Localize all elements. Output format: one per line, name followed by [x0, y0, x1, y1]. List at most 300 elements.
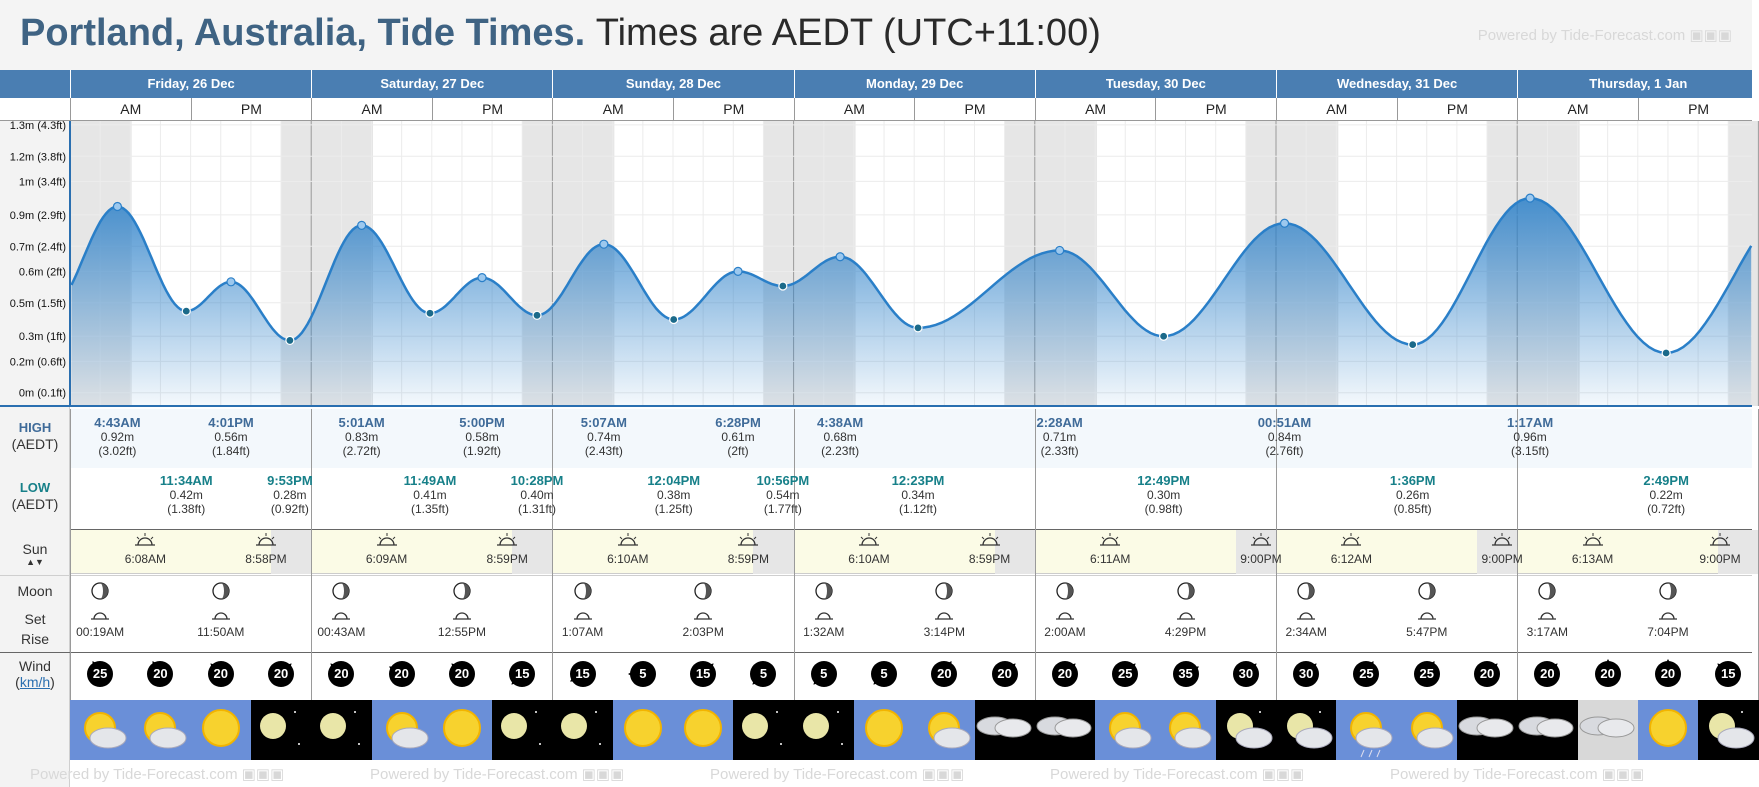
rise-label-text: Rise: [20, 631, 49, 647]
sunset-icon: [1688, 533, 1752, 549]
clear-night-icon: [251, 700, 312, 760]
low-tide-point: [182, 307, 190, 315]
location-title: Portland, Australia, Tide Times.: [20, 12, 586, 54]
sunset-icon: [475, 533, 539, 549]
wind-badge[interactable]: [1233, 661, 1259, 687]
day-header: Friday, 26 Dec: [70, 70, 311, 98]
day-header: Monday, 29 Dec: [794, 70, 1035, 98]
y-tick-label: 0.3m (1ft): [18, 331, 66, 344]
high-tide-point: [1526, 194, 1534, 202]
moonset-time: 3:17AM: [1526, 625, 1569, 639]
sunrise-time: 6:11AM: [1089, 552, 1131, 566]
high-tz-text: (AEDT): [11, 436, 59, 452]
low-tide-entry: [390, 474, 470, 516]
high-tide-entry-line: 4:43AM: [94, 415, 141, 430]
moonrise-entry: [912, 581, 976, 639]
moonrise-entry: [1395, 581, 1459, 639]
ampm-label: AM: [1517, 98, 1638, 121]
wind-speed: 20: [1600, 666, 1615, 681]
moonrise-entry: [1154, 581, 1218, 639]
high-tide-entry-line: (2.76ft): [1265, 444, 1304, 458]
sunrise-entry: [1078, 533, 1142, 566]
clear-night-icon: [311, 700, 372, 760]
wind-speed: 20: [454, 666, 470, 681]
high-tide-entry-line: (2.23ft): [821, 444, 860, 458]
sunset-time: 8:59PM: [727, 552, 770, 566]
high-tide-point: [836, 253, 844, 261]
low-label-text: LOW: [19, 480, 51, 495]
high-tide-entry-line: 5:01AM: [338, 415, 385, 430]
wind-speed: 20: [1479, 666, 1495, 681]
high-tide-point: [600, 240, 608, 248]
cloudy-icon: [1035, 700, 1096, 760]
sunset-icon: [234, 533, 298, 549]
sunset-entry: [234, 533, 298, 566]
wind-speed: 20: [1057, 666, 1073, 681]
ampm-label: PM: [1638, 98, 1759, 121]
low-tide-entry-line: 12:49PM: [1137, 473, 1191, 488]
moonrise-time: 4:29PM: [1164, 625, 1207, 639]
clear-night-icon: [733, 700, 794, 760]
partly-cloudy-day-icon: [372, 700, 433, 760]
high-tide-entry-line: 0.74m: [587, 430, 621, 444]
cloudy-icon: [975, 700, 1036, 760]
moonset-icon: [1274, 609, 1338, 623]
high-tide-entry-line: 0.96m: [1513, 430, 1547, 444]
clear-night-icon: [492, 700, 553, 760]
cloudy-icon: [1457, 700, 1518, 760]
low-tide-entry-line: 0.41m: [413, 488, 447, 502]
wind-speed: 25: [92, 666, 108, 681]
wind-speed: 5: [759, 666, 768, 681]
low-tide-entry-line: 0.28m: [273, 488, 307, 502]
day-header: Wednesday, 31 Dec: [1276, 70, 1517, 98]
day-header: Tuesday, 30 Dec: [1035, 70, 1276, 98]
moonset-icon: [551, 609, 615, 623]
powered-by-watermark: Powered by Tide-Forecast.com ▣▣▣: [1390, 766, 1645, 783]
wind-speed: 20: [1660, 666, 1676, 681]
wind-speed: 5: [639, 666, 647, 681]
moon-label: [0, 583, 70, 647]
low-tz-text: (AEDT): [11, 496, 59, 512]
moonrise-icon: [671, 609, 735, 623]
low-tide-entry-line: 2:49PM: [1643, 473, 1689, 488]
low-tide-point: [1662, 349, 1670, 357]
low-tide-point: [286, 336, 294, 344]
ampm-label: AM: [311, 98, 432, 121]
moonrise-icon: [1395, 609, 1459, 623]
sun-label[interactable]: [0, 541, 70, 567]
partly-cloudy-day-icon: [1095, 700, 1156, 760]
high-tide-entry-line: (1.84ft): [211, 444, 250, 458]
wind-badge[interactable]: [750, 661, 776, 687]
low-tide-entry-line: (0.92ft): [270, 502, 309, 516]
moonrise-icon: [1636, 609, 1700, 623]
low-tide-entry-line: (0.85ft): [1393, 502, 1432, 516]
sunset-entry: [716, 533, 780, 566]
moon-phase-icon: [912, 581, 976, 603]
low-tide-entry-line: (1.35ft): [410, 502, 449, 516]
wind-badge[interactable]: [449, 661, 475, 687]
sunset-entry: [1229, 533, 1293, 566]
wind-badge[interactable]: [1173, 661, 1199, 687]
moon-phase-icon: [189, 581, 253, 603]
wind-badge[interactable]: [389, 661, 415, 687]
high-tide-entry-line: (1.92ft): [463, 444, 502, 458]
ampm-label: AM: [1276, 98, 1397, 121]
wind-badge[interactable]: [570, 661, 596, 687]
wind-speed: 25: [1419, 666, 1434, 681]
powered-by-watermark: Powered by Tide-Forecast.com ▣▣▣: [370, 766, 625, 783]
day-divider: [552, 409, 553, 700]
wind-badge[interactable]: [1715, 661, 1741, 687]
low-tide-entry-line: 9:53PM: [267, 473, 313, 488]
low-tide-point: [1160, 332, 1168, 340]
wind-badge[interactable]: [87, 661, 113, 687]
moonset-entry: [1274, 581, 1338, 639]
powered-by-watermark: Powered by Tide-Forecast.com ▣▣▣: [710, 766, 965, 783]
moonset-entry: [68, 581, 132, 639]
high-tide-entry-line: (2ft): [727, 444, 749, 458]
wind-badge[interactable]: [871, 661, 897, 687]
day-header: Saturday, 27 Dec: [311, 70, 552, 98]
sunrise-icon: [837, 533, 901, 549]
sunrise-time: 6:10AM: [607, 552, 649, 566]
moonset-entry: [1033, 581, 1097, 639]
y-tick-label: 1.3m (4.3ft): [9, 119, 66, 132]
ampm-label: PM: [673, 98, 794, 121]
low-tide-entry-line: 11:34AM: [159, 473, 213, 488]
low-tide-entry: [1373, 474, 1453, 516]
high-tide-entry: [800, 416, 880, 458]
moon-phase-icon: [1154, 581, 1218, 603]
partly-cloudy-night-icon: [1698, 700, 1759, 760]
high-tide-entry: [564, 416, 644, 458]
partly-cloudy-day-icon: [130, 700, 191, 760]
wind-label-text: Wind: [19, 658, 51, 674]
high-tide-entry-line: 6:28PM: [715, 415, 761, 430]
low-tide-point: [533, 311, 541, 319]
moonset-entry: [1515, 581, 1579, 639]
low-tide-entry-line: (0.98ft): [1144, 502, 1183, 516]
high-tide-entry-line: 1:17AM: [1506, 415, 1554, 430]
powered-by-top[interactable]: Powered by Tide-Forecast.com ▣▣▣: [1477, 27, 1732, 44]
partly-cloudy-day-icon: [1155, 700, 1216, 760]
wind-speed: 20: [153, 666, 168, 681]
high-tide-entry: [191, 416, 271, 458]
wind-badge[interactable]: [1112, 661, 1138, 687]
moonset-time: 2:00AM: [1044, 625, 1086, 639]
wind-speed: 30: [1298, 666, 1314, 681]
ampm-label: PM: [1155, 98, 1276, 121]
low-tide-entry-line: 0.30m: [1146, 488, 1181, 502]
wind-speed: 20: [334, 666, 349, 681]
wind-badge[interactable]: [328, 661, 354, 687]
wind-badge[interactable]: [1655, 661, 1681, 687]
low-tide-entry-line: 0.22m: [1649, 488, 1683, 502]
wind-badge[interactable]: [208, 661, 234, 687]
day-divider: [794, 409, 795, 700]
sunny-icon: [673, 700, 734, 760]
low-tide-entry: [250, 474, 330, 516]
moon-phase-icon: [1033, 581, 1097, 603]
wind-badge[interactable]: [1414, 661, 1440, 687]
sunrise-time: 6:12AM: [1330, 552, 1373, 566]
moonset-entry: [792, 581, 856, 639]
wind-label: Wind (km/h): [0, 658, 70, 690]
wind-row-bg: [0, 575, 1752, 576]
wind-badge[interactable]: [630, 661, 656, 687]
wind-badge[interactable]: [1052, 661, 1078, 687]
ampm-label: AM: [794, 98, 915, 121]
high-tide-entry-line: 0.92m: [100, 430, 135, 444]
high-tide-entry: [77, 416, 157, 458]
wind-badge[interactable]: [931, 661, 957, 687]
wind-badge[interactable]: [992, 661, 1018, 687]
moon-label-text: Moon: [17, 583, 53, 599]
wind-badge[interactable]: [1534, 661, 1560, 687]
low-tide-entry-line: (1.77ft): [763, 502, 802, 516]
low-tide-entry-line: 0.26m: [1395, 488, 1430, 502]
low-tide-entry: [146, 474, 226, 516]
sunny-icon: [1638, 700, 1699, 760]
wind-speed: 20: [937, 666, 952, 681]
sunrise-time: 6:13AM: [1571, 552, 1614, 566]
sunset-entry: [1470, 533, 1534, 566]
moonrise-entry: [671, 581, 735, 639]
y-tick-label: 0.6m (2ft): [18, 266, 66, 279]
powered-by-text: Powered by Tide-Forecast.com: [1477, 27, 1686, 44]
wind-speed: 20: [394, 666, 409, 681]
sunrise-icon: [596, 533, 660, 549]
wind-speed: 20: [213, 666, 228, 681]
low-tide-entry: [634, 474, 714, 516]
wind-speed: 25: [1359, 666, 1374, 681]
sunset-icon: [1229, 533, 1293, 549]
ampm-row: [0, 98, 1752, 121]
set-label-text: Set: [24, 611, 46, 627]
high-label-text: HIGH: [18, 420, 52, 435]
high-tide-point: [734, 267, 742, 275]
high-tide-entry: [442, 416, 522, 458]
high-tide-point: [227, 278, 235, 286]
wind-speed: 25: [1118, 666, 1133, 681]
sunrise-time: 6:08AM: [124, 552, 167, 566]
moonrise-time: 3:14PM: [923, 625, 966, 639]
moonset-icon: [1033, 609, 1097, 623]
wind-badge[interactable]: [268, 661, 294, 687]
sunrise-entry: [1561, 533, 1625, 566]
sun-label-text: Sun: [22, 541, 48, 557]
high-tide-entry-line: 5:07AM: [580, 415, 627, 430]
rain-icon: [1336, 700, 1397, 760]
wind-unit-link[interactable]: km/h: [19, 674, 51, 690]
clear-night-icon: [794, 700, 855, 760]
sunrise-entry: [837, 533, 901, 566]
moon-phase-icon: [1515, 581, 1579, 603]
moonset-icon: [792, 609, 856, 623]
high-tide-entry-line: (2.72ft): [342, 444, 381, 458]
low-tide-entry-line: (1.38ft): [167, 502, 206, 516]
moonset-icon: [1515, 609, 1579, 623]
sunrise-entry: [596, 533, 660, 566]
high-tide-entry-line: (2.43ft): [584, 444, 623, 458]
moonset-time: 00:19AM: [76, 625, 125, 639]
moonrise-time: 12:55PM: [437, 625, 486, 639]
high-tide-entry-line: (3.02ft): [98, 444, 137, 458]
wind-speed: 35: [1178, 666, 1193, 681]
moonrise-entry: [430, 581, 494, 639]
moonrise-entry: [189, 581, 253, 639]
partly-cloudy-night-icon: [1276, 700, 1337, 760]
low-tide-entry-line: 12:04PM: [647, 473, 701, 488]
sort-arrows-icon: ▲▼: [26, 557, 44, 567]
low-tide-point: [779, 282, 787, 290]
partly-cloudy-day-icon: [1397, 700, 1458, 760]
sunset-entry: [958, 533, 1022, 566]
moon-phase-icon: [1636, 581, 1700, 603]
low-tide-point: [670, 315, 678, 323]
moon-phase-icon: [671, 581, 735, 603]
title-bar: [0, 0, 1752, 70]
moonrise-icon: [430, 609, 494, 623]
sunset-icon: [958, 533, 1022, 549]
wind-speed: 20: [997, 666, 1012, 681]
moonset-time: 1:32AM: [803, 625, 845, 639]
day-divider: [311, 409, 312, 700]
sunrise-icon: [113, 533, 177, 549]
wind-speed: 15: [575, 666, 590, 681]
sunrise-entry: [1319, 533, 1383, 566]
sunny-icon: [613, 700, 674, 760]
wind-badge[interactable]: [811, 661, 837, 687]
low-tide-entry: [1626, 474, 1706, 516]
moonset-time: 1:07AM: [561, 625, 604, 639]
moon-phase-icon: [1274, 581, 1338, 603]
partly-cloudy-day-icon: [914, 700, 975, 760]
low-tide-entry-line: 10:28PM: [510, 473, 564, 488]
high-tide-entry: [1020, 416, 1100, 458]
moonset-icon: [68, 609, 132, 623]
wind-badge[interactable]: [690, 661, 716, 687]
y-tick-label: 1.2m (3.8ft): [9, 151, 66, 164]
low-tide-entry-line: 10:56PM: [756, 473, 810, 488]
y-tick-label: 0.5m (1.5ft): [9, 297, 66, 310]
moonrise-entry: [1636, 581, 1700, 639]
low-tide-entry-line: 0.54m: [766, 488, 800, 502]
high-tide-point: [358, 221, 366, 229]
sunset-icon: [1470, 533, 1534, 549]
high-tide-entry: [1490, 416, 1570, 458]
day-divider: [70, 409, 71, 700]
sunny-icon: [854, 700, 915, 760]
page-title: [20, 12, 1101, 55]
day-header: Thursday, 1 Jan: [1517, 70, 1758, 98]
sunset-icon: [716, 533, 780, 549]
wind-badge[interactable]: [509, 661, 535, 687]
wind-speed: 15: [695, 666, 711, 681]
moonset-time: 00:43AM: [317, 625, 366, 639]
low-tide-entry: [878, 474, 958, 516]
high-tide-entry-line: 0.71m: [1042, 430, 1077, 444]
moon-phase-icon: [792, 581, 856, 603]
moonset-time: 2:34AM: [1285, 625, 1327, 639]
y-tick-label: 0.9m (2.9ft): [9, 209, 66, 222]
ampm-label: AM: [70, 98, 191, 121]
wind-speed: 20: [273, 666, 289, 681]
low-tide-entry-line: 0.42m: [169, 488, 203, 502]
ampm-label: PM: [1397, 98, 1518, 121]
low-tide-entry: [743, 474, 823, 516]
partly-cloudy-day-icon: [70, 700, 131, 760]
low-tide-point: [914, 324, 922, 332]
powered-by-bottom: [30, 763, 1752, 787]
moon-phase-icon: [309, 581, 373, 603]
low-tide-entry-line: 12:23PM: [891, 473, 945, 488]
moonset-icon: [309, 609, 373, 623]
sunrise-icon: [1319, 533, 1383, 549]
wind-speed: 5: [880, 666, 888, 681]
moonrise-time: 2:03PM: [682, 625, 724, 639]
powered-by-watermark: Powered by Tide-Forecast.com ▣▣▣: [30, 766, 285, 783]
moonset-entry: [551, 581, 615, 639]
wind-speed: 15: [1721, 666, 1736, 681]
moonrise-time: 7:04PM: [1647, 625, 1689, 639]
high-tide-entry-line: 5:00PM: [459, 415, 505, 430]
sunset-time: 8:59PM: [486, 552, 528, 566]
wind-badge[interactable]: [1353, 661, 1379, 687]
high-tide-entry-line: (2.33ft): [1040, 444, 1079, 458]
high-tide-entry: [322, 416, 402, 458]
low-tide-entry-line: (1.12ft): [899, 502, 938, 516]
powered-by-watermark: Powered by Tide-Forecast.com ▣▣▣: [1050, 766, 1305, 783]
sunrise-time: 6:10AM: [848, 552, 890, 566]
ampm-label: PM: [432, 98, 553, 121]
high-tide-entry: [1245, 416, 1325, 458]
wind-speed: 20: [1540, 666, 1555, 681]
high-label: [0, 420, 70, 452]
wind-badge[interactable]: [1474, 661, 1500, 687]
moon-phase-icon: [551, 581, 615, 603]
moonrise-icon: [189, 609, 253, 623]
low-tide-entry-line: 11:49AM: [403, 473, 457, 488]
sunset-time: 9:00PM: [1699, 552, 1741, 566]
sunset-time: 8:59PM: [968, 552, 1011, 566]
wind-speed: 30: [1238, 666, 1254, 681]
low-label: [0, 480, 70, 512]
low-tide-entry-line: 0.40m: [520, 488, 554, 502]
high-tide-point: [1281, 219, 1289, 227]
low-tide-entry-line: 0.38m: [657, 488, 691, 502]
high-tide-entry-line: 4:01PM: [208, 415, 254, 430]
moon-phase-icon: [68, 581, 132, 603]
moon-phase-icon: [1395, 581, 1459, 603]
y-tick-label: 0.7m (2.4ft): [9, 241, 66, 254]
high-tide-entry-line: (3.15ft): [1511, 444, 1550, 458]
sunrise-entry: [355, 533, 419, 566]
overcast-icon: [1578, 700, 1639, 760]
high-tide-entry-line: 2:28AM: [1036, 415, 1083, 430]
wind-badge[interactable]: [147, 661, 173, 687]
high-tide-entry-line: 0.84m: [1267, 430, 1302, 444]
high-tide-point: [478, 274, 486, 282]
sunrise-entry: [113, 533, 177, 566]
low-tide-entry-line: (1.25ft): [654, 502, 693, 516]
tide-chart: [0, 121, 1752, 407]
wind-badge[interactable]: [1595, 661, 1621, 687]
wind-badge[interactable]: [1293, 661, 1319, 687]
timezone-note: Times are AEDT (UTC+11:00): [595, 12, 1101, 54]
